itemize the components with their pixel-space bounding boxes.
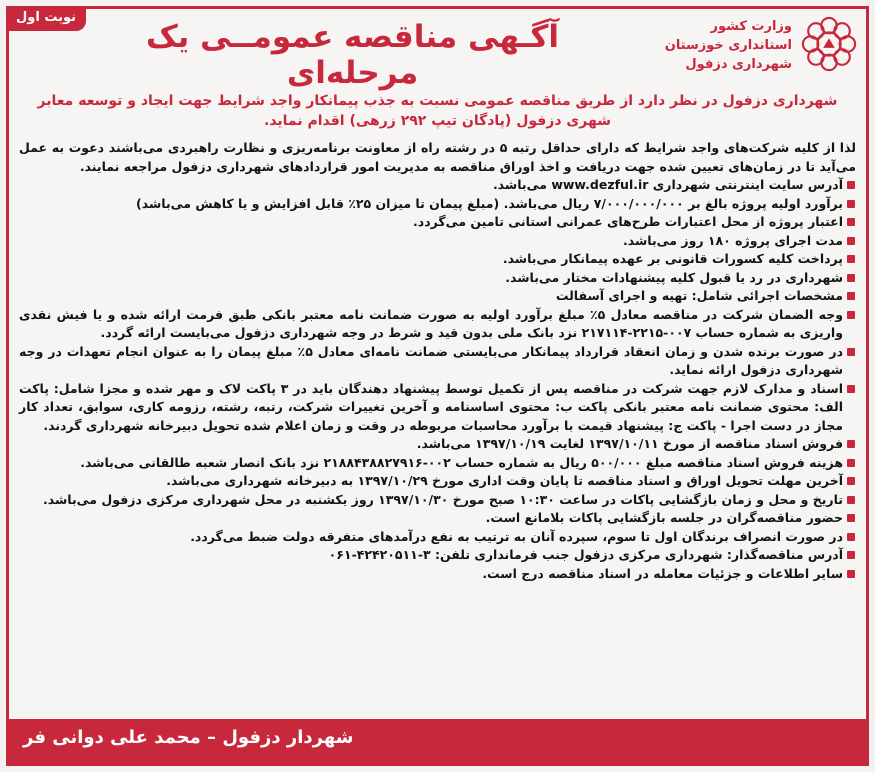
item-text: پرداخت کلیه کسورات قانونی بر عهده پیمانکار می‌باشد. (502, 251, 843, 266)
bullet-icon (847, 496, 855, 504)
org-line: وزارت کشور (710, 19, 792, 34)
bullet-icon (847, 551, 855, 559)
bullet-icon (847, 570, 855, 578)
item-text: برآورد اولیه پروژه بالغ بر ۷/۰۰۰/۰۰۰/۰۰۰ ریال می‌باشد. (مبلغ پیمان تا میزان ۲۵٪ قابل افزایش و یا کاهش می‌باشد) (136, 195, 843, 211)
list-item (19, 306, 856, 343)
list-item (19, 195, 856, 214)
list-item (19, 546, 856, 565)
item-text: هزینه فروش اسناد مناقصه مبلغ ۵۰۰/۰۰۰ ریال به شماره حساب ۰۰۲-۲۱۸۸۴۳۸۸۲۷۹۱۶ نزد بانک انصار شعبه طالقانی می‌باشد. (80, 454, 843, 470)
header (9, 9, 866, 91)
item-text: وجه الضمان شرکت در مناقصه معادل ۵٪ مبلغ برآورد اولیه به صورت ضمانت نامه معتبر بانکی طبق فرمت ارائه شده و یا فیش نقدی واریزی به شماره حساب ۰۰۷-۲۲۱۵-۲۱۷۱۱۴ نزد بانک ملی بدون قید و شرط در وجه شهرداری دزفول می‌بایست ارائه گردد. (19, 306, 843, 340)
signature-bar (9, 719, 866, 763)
org-line: استانداری خوزستان (664, 38, 792, 53)
bullet-icon (847, 200, 855, 208)
list-item (19, 491, 856, 510)
item-text: تاریخ و محل و زمان بازگشایی پاکات در ساعت ۱۰:۳۰ صبح مورخ ۱۳۹۷/۱۰/۳۰ روز یکشنبه در محل شهرداری مرکزی دزفول می‌باشد. (43, 491, 843, 507)
bullet-icon (847, 218, 855, 226)
list-item (19, 232, 856, 251)
bullet-icon (847, 274, 855, 282)
list-item (19, 380, 856, 436)
intro-statement: شهرداری دزفول در نظر دارد از طریق مناقصه عمومی نسبت به جذب پیمانکار واجد شرایط جهت ایجاد و توسعه معابر شهری دزفول (پادگان تیپ ۲۹۲ زرهی) اقدام نماید. (37, 93, 838, 129)
bullet-icon (847, 255, 855, 263)
list-item (19, 269, 856, 288)
list-item (19, 454, 856, 473)
list-item (19, 528, 856, 547)
bullet-icon (847, 533, 855, 541)
item-text: حضور مناقصه‌گران در جلسه بازگشایی پاکات بلامانع است. (485, 510, 843, 525)
bullet-icon (847, 348, 855, 356)
list-item (19, 250, 856, 269)
list-item (19, 509, 856, 528)
bullet-icon (847, 477, 855, 485)
bullet-icon (847, 311, 855, 319)
bullet-icon (847, 459, 855, 467)
list-item (19, 435, 856, 454)
bullet-icon (847, 237, 855, 245)
item-text: آدرس سایت اینترنتی شهرداری www.dezful.ir می‌باشد. (492, 177, 843, 192)
item-text: در صورت برنده شدن و زمان انعقاد قرارداد پیمانکار می‌بایستی ضمانت نامه‌ای معادل ۵٪ مبلغ پیمان را به عنوان انجام تعهدات در وجه شهرداری دزفول ارائه نماید. (19, 343, 844, 377)
notice-title: آگـهی مناقصه عمومــی یک مرحله‌ای (145, 19, 560, 91)
list-item (19, 472, 856, 491)
item-text: شهرداری در رد یا قبول کلیه پیشنهادات مختار می‌باشد. (505, 269, 843, 285)
item-text: مشخصات اجرائی شامل: تهیه و اجرای آسفالت (555, 288, 843, 303)
issuing-organization (642, 17, 792, 74)
list-item (19, 213, 856, 232)
item-text: آخرین مهلت تحویل اوراق و اسناد مناقصه تا پایان وقت اداری مورخ ۱۳۹۷/۱۰/۲۹ به دبیرخانه شهرداری می‌باشد. (166, 473, 843, 488)
bullet-icon (847, 385, 855, 393)
municipality-logo-icon (800, 15, 858, 73)
notice-body (19, 139, 856, 583)
bullet-icon (847, 181, 855, 189)
item-text: سایر اطلاعات و جزئیات معامله در اسناد مناقصه درج است. (482, 565, 843, 581)
invitation-paragraph: لذا از کلیه شرکت‌های واجد شرایط که دارای حداقل رتبه ۵ در رشته راه از معاونت برنامه‌ریزی و نظارت راهبردی می‌باشند دعوت به عمل می‌آید تا در زمان‌های تعیین شده جهت دریافت و اخذ اوراق مناقصه به مدیریت امور قراردادهای شهرداری دزفول مراجعه نمایند. (19, 140, 856, 174)
item-text: اعتبار پروژه از محل اعتبارات طرح‌های عمرانی استانی تامین می‌گردد. (413, 214, 843, 229)
list-item (19, 343, 856, 380)
tender-notice (6, 6, 869, 766)
item-text: در صورت انصراف برندگان اول تا سوم، سپرده آنان به ترتیب به نفع درآمدهای متفرقه دولت ضبط می‌گردد. (190, 528, 843, 544)
mayor-signature: شهردار دزفول – محمد علی دوانی فر (23, 727, 354, 748)
bullet-icon (847, 292, 855, 300)
item-text: مدت اجرای پروژه ۱۸۰ روز می‌باشد. (623, 232, 843, 248)
item-text: اسناد و مدارک لازم جهت شرکت در مناقصه پس از تکمیل توسط پیشنهاد دهندگان باید در ۳ پاکت لاک و مهر شده و مجزا شامل: پاکت الف: محتوی ضمانت نامه معتبر بانکی پاکت ب: محتوی اساسنامه و آخرین تغییرات شرکت، رتبه، رشته، رزومه کاری، سوابق، تعداد کار مجاز در دست اجرا - پاکت ج: پیشنهاد قیمت با برآورد محاسبات مربوطه در وقت و زمان اعلام شده تحویل دبیرخانه شهرداری گردند. (19, 380, 843, 433)
list-item (19, 176, 856, 195)
item-text: آدرس مناقصه‌گذار: شهرداری مرکزی دزفول جنب فرمانداری تلفن: ۳-۴۲۴۲۰۵۱۱-۰۶۱ (328, 547, 843, 562)
list-item (19, 565, 856, 584)
org-line: شهرداری دزفول (685, 57, 792, 72)
list-item (19, 287, 856, 306)
bullet-icon (847, 440, 855, 448)
item-text: فروش اسناد مناقصه از مورخ ۱۳۹۷/۱۰/۱۱ لغایت ۱۳۹۷/۱۰/۱۹ می‌باشد. (416, 436, 843, 451)
first-publication-badge: نوبت اول (6, 6, 86, 31)
bullet-icon (847, 514, 855, 522)
